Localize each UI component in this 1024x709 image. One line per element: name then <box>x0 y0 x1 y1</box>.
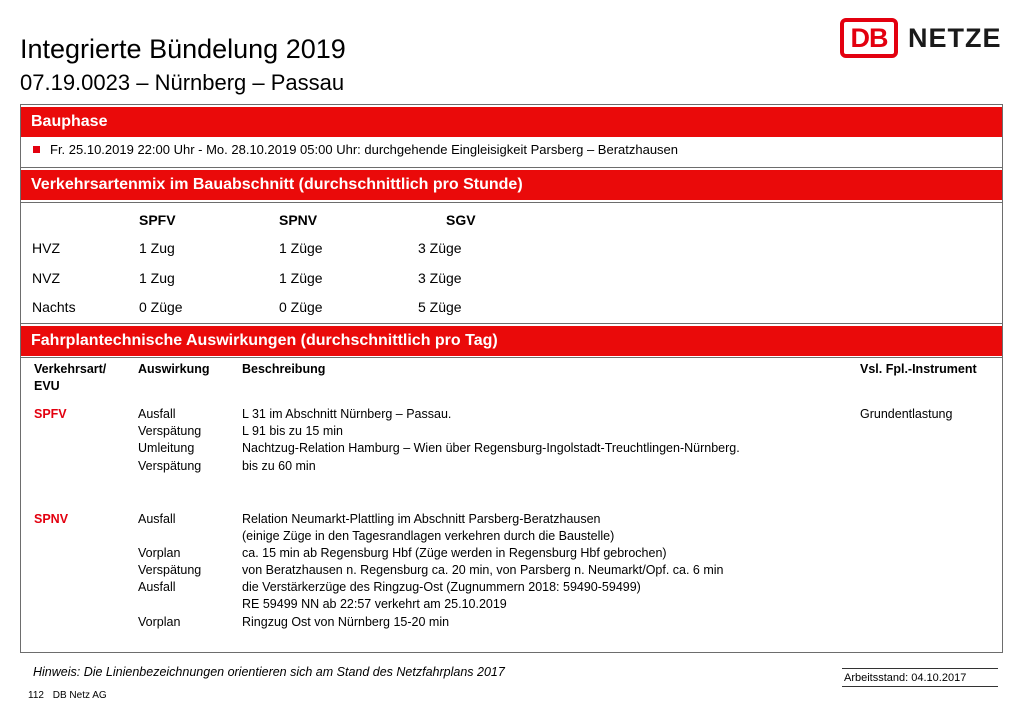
fp-beschreibung: L 91 bis zu 15 min <box>242 424 343 438</box>
bauphase-item-text: Fr. 25.10.2019 22:00 Uhr - Mo. 28.10.2019 05:00 Uhr: durchgehende Eingleisigkeit Parsberg – Beratzhausen <box>50 142 679 157</box>
fp-auswirkung: Umleitung <box>138 441 195 455</box>
mix-col-sgv: SGV <box>446 212 476 228</box>
fp-auswirkung: Verspätung <box>138 424 202 438</box>
fp-col-auswirkung: Auswirkung <box>138 362 210 376</box>
fp-col-verkehrsart-line1: Verkehrsart/ <box>34 362 107 376</box>
db-logo-mark: DB <box>840 18 898 58</box>
fp-beschreibung: Nachtzug-Relation Hamburg – Wien über Regensburg-Ingolstadt-Treuchtlingen-Nürnberg. <box>242 441 740 455</box>
fp-auswirkung: Vorplan <box>138 546 181 560</box>
fp-auswirkung: Verspätung <box>138 563 202 577</box>
fp-col-instrument: Vsl. Fpl.-Instrument <box>860 362 977 376</box>
bauphase-item <box>33 142 678 157</box>
mix-row-label: NVZ <box>32 270 60 286</box>
fp-spfv-label: SPFV <box>34 407 67 421</box>
arbeitsstand: Arbeitsstand: 04.10.2017 <box>842 668 998 687</box>
page-number: 112 <box>28 690 44 701</box>
fp-auswirkung: Ausfall <box>138 512 176 526</box>
mix-cell: 3 Züge <box>418 240 462 256</box>
fp-beschreibung: bis zu 60 min <box>242 459 316 473</box>
fp-beschreibung: RE 59499 NN ab 22:57 verkehrt am 25.10.2019 <box>242 597 507 611</box>
mix-cell: 0 Züge <box>279 299 323 315</box>
bauphase-heading: Bauphase <box>21 107 1002 137</box>
fp-col-verkehrsart <box>34 361 106 395</box>
mix-row-label: Nachts <box>32 299 76 315</box>
content-frame <box>20 104 1003 653</box>
fp-auswirkung: Vorplan <box>138 615 181 629</box>
fp-beschreibung: Ringzug Ost von Nürnberg 15-20 min <box>242 615 450 629</box>
mix-cell: 1 Züge <box>279 240 323 256</box>
page-subtitle: 07.19.0023 – Nürnberg – Passau <box>20 70 345 95</box>
fp-auswirkung: Verspätung <box>138 459 202 473</box>
bullet-square-icon <box>33 146 40 153</box>
netze-wordmark: NETZE <box>908 22 1002 53</box>
page-footer <box>28 690 113 701</box>
mix-cell: 0 Züge <box>139 299 183 315</box>
fp-beschreibung: die Verstärkerzüge des Ringzug-Ost (Zugnummern 2018: 59490-59499) <box>242 580 641 594</box>
mix-col-spfv: SPFV <box>139 212 176 228</box>
mix-heading: Verkehrsartenmix im Bauabschnitt (durchschnittlich pro Stunde) <box>21 170 1002 200</box>
page-title: Integrierte Bündelung 2019 <box>20 34 346 64</box>
divider <box>21 202 1002 203</box>
mix-cell: 5 Züge <box>418 299 462 315</box>
fp-spfv-instrument: Grundentlastung <box>860 407 953 421</box>
mix-row-label: HVZ <box>32 240 60 256</box>
fp-col-beschreibung: Beschreibung <box>242 362 326 376</box>
hinweis-note: Hinweis: Die Linienbezeichnungen orientieren sich am Stand des Netzfahrplans 2017 <box>33 665 505 679</box>
fp-beschreibung: Relation Neumarkt-Plattling im Abschnitt Parsberg-Beratzhausen <box>242 512 601 526</box>
mix-cell: 1 Zug <box>139 240 175 256</box>
divider <box>21 357 1002 358</box>
mix-col-spnv: SPNV <box>279 212 318 228</box>
mix-cell: 1 Zug <box>139 270 175 286</box>
divider <box>21 167 1002 168</box>
fp-beschreibung: von Beratzhausen n. Regensburg ca. 20 min, von Parsberg n. Neumarkt/Opf. ca. 6 min <box>242 563 724 577</box>
fp-beschreibung: L 31 im Abschnitt Nürnberg – Passau. <box>242 407 452 421</box>
fp-auswirkung: Ausfall <box>138 407 176 421</box>
fp-auswirkung: Ausfall <box>138 580 176 594</box>
company-name: DB Netz AG <box>52 690 107 701</box>
db-netze-logo <box>840 18 1002 58</box>
mix-cell: 1 Züge <box>279 270 323 286</box>
fp-beschreibung: (einige Züge in den Tagesrandlagen verkehren durch die Baustelle) <box>242 529 615 543</box>
fahrplan-heading: Fahrplantechnische Auswirkungen (durchschnittlich pro Tag) <box>21 326 1002 356</box>
mix-cell: 3 Züge <box>418 270 462 286</box>
fp-spnv-label: SPNV <box>34 512 69 526</box>
fp-col-verkehrsart-line2: EVU <box>34 379 60 393</box>
divider <box>21 323 1002 324</box>
fp-beschreibung: ca. 15 min ab Regensburg Hbf (Züge werden in Regensburg Hbf gebrochen) <box>242 546 667 560</box>
